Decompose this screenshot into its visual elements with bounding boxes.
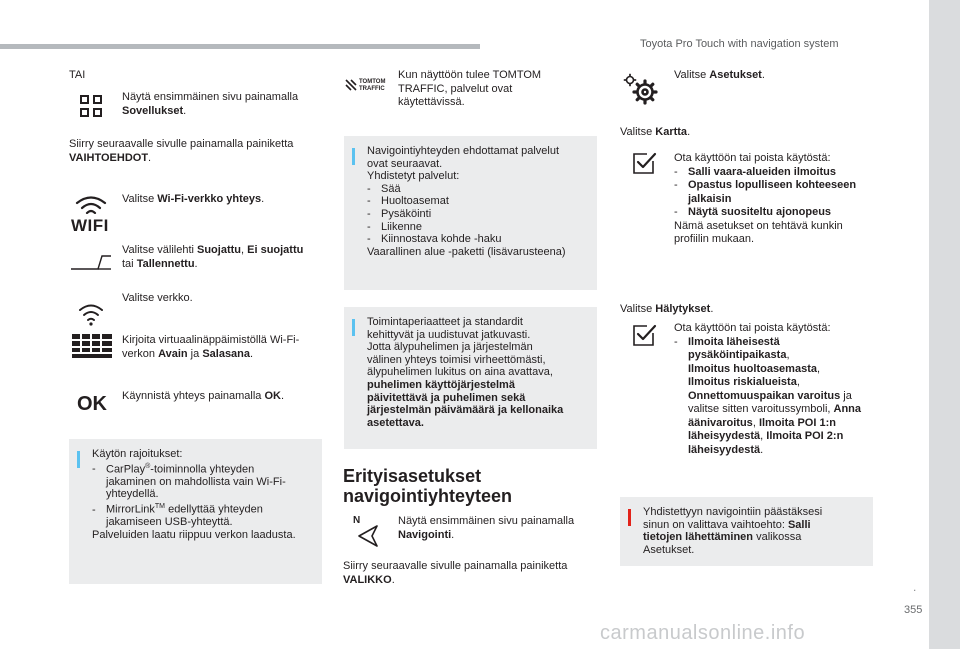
info-marker <box>77 451 80 468</box>
header-rule <box>0 44 480 49</box>
settings-gear-icon <box>623 73 659 107</box>
tomtom-traffic-icon <box>345 79 393 93</box>
warning-marker <box>628 509 631 526</box>
checkbox-icon <box>633 152 657 174</box>
tomtom-text: Kun näyttöön tulee TOMTOM TRAFFIC, palvelut ovat käytettävissä. <box>398 69 542 108</box>
running-header: Toyota Pro Touch with navigation system <box>640 38 839 50</box>
nav-icon-letter: N <box>353 515 361 526</box>
page-number: 355 <box>904 604 923 616</box>
page-edge-tab <box>929 0 960 649</box>
step-wifi: Valitse Wi-Fi-verkko yhteys. <box>122 193 265 205</box>
tab-icon <box>70 254 112 270</box>
footer-dot: . <box>913 580 917 594</box>
wifi-icon <box>71 196 111 236</box>
tomtom-logo-line2: TRAFFIC <box>359 85 385 92</box>
section-heading: Erityisasetukset navigointiyhteyteen <box>343 466 513 506</box>
note-principles: Toimintaperiaatteet ja standardit kehittyvät ja uudistuvat jatkuvasti. Jotta älypuhelimen ja järjestelmän välinen yhteys toimisi virheettömästi, älypuhelimen lukitus on aina avattava, puhelimen käyttöjärjestelmä päivitettävä ja puhelimen sekä järjestelmän päivämäärä ja kellonaika asetettava. <box>344 307 597 449</box>
note-warning: Yhdistettyyn navigointiin päästäksesi sinun on valittava vaihtoehto: Salli tietojen lähettäminen valikossa Asetukset. <box>620 497 873 566</box>
step-navigation: Näytä ensimmäinen sivu painamalla Navigointi. <box>398 515 575 541</box>
step-map: Valitse Kartta. <box>620 126 691 138</box>
tai-label: TAI <box>69 69 86 81</box>
info-marker <box>352 148 355 165</box>
navigation-icon <box>353 515 381 549</box>
step-ok: Käynnistä yhteys painamalla OK. <box>122 390 285 402</box>
wifi-icon-label: WIFI <box>71 216 109 235</box>
ok-icon: OK <box>77 393 107 415</box>
apps-grid-icon <box>80 95 102 117</box>
tomtom-logo-line1: TOMTOM <box>359 79 386 85</box>
step-settings: Valitse Asetukset. <box>674 69 765 81</box>
step-alerts: Valitse Hälytykset. <box>620 303 714 315</box>
watermark: carmanualsonline.info <box>600 622 806 644</box>
checkbox-icon <box>633 324 657 346</box>
step-options: Siirry seuraavalle sivulle painamalla painiketta VAIHTOEHDOT. <box>69 138 294 164</box>
step-keyboard: Kirjoita virtuaalinäppäimistöllä Wi-Fi-verkon Avain ja Salasana. <box>122 334 300 360</box>
step-tab: Valitse välilehti Suojattu, Ei suojattu tai Tallennettu. <box>122 244 304 270</box>
info-marker <box>352 319 355 336</box>
step-menu: Siirry seuraavalle sivulle painamalla painiketta VALIKKO. <box>343 560 568 586</box>
note-restrictions: Käytön rajoitukset: - CarPlay®-toiminnolla yhteyden jakaminen on mahdollista vain Wi-Fi- yhteydellä. - MirrorLink™ edellyttää yhteyden jakamiseen USB-yhteyttä. Palveluiden laatu riippuu verkon laadusta. <box>69 439 322 584</box>
alert-toggles: Ota käyttöön tai poista käytöstä: - Ilmoita läheisestä pysäköintipaikasta, Ilmoitus huoltoasemasta, Ilmoitus riskialueista, Onnettomuuspaikan varoitus ja valitse sitten varoitussymboli, Anna äänivaroitus, Ilmoita POI 1:n läheisyydestä, Ilmoita POI 2:n läheisyydestä. <box>674 322 862 456</box>
step-network: Valitse verkko. <box>122 292 193 304</box>
wifi-signal-icon <box>78 302 104 326</box>
note-services: Navigointiyhteyden ehdottamat palvelut ovat seuraavat. Yhdistetyt palvelut: - Sää - Huoltoasemat - Pysäköinti - Liikenne - Kiinnostava kohde -haku Vaarallinen alue -paketti (lisävarusteena) <box>344 136 597 290</box>
map-toggles: Ota käyttöön tai poista käytöstä: - Salli vaara-alueiden ilmoitus - Opastus lopulliseen kohteeseen jalkaisin - Näytä suositeltu ajonopeus Nämä asetukset on tehtävä kunkin profiilin mukaan. <box>674 152 857 245</box>
step-apps: Näytä ensimmäinen sivu painamalla Sovellukset. <box>122 91 299 117</box>
keyboard-icon <box>72 334 112 358</box>
